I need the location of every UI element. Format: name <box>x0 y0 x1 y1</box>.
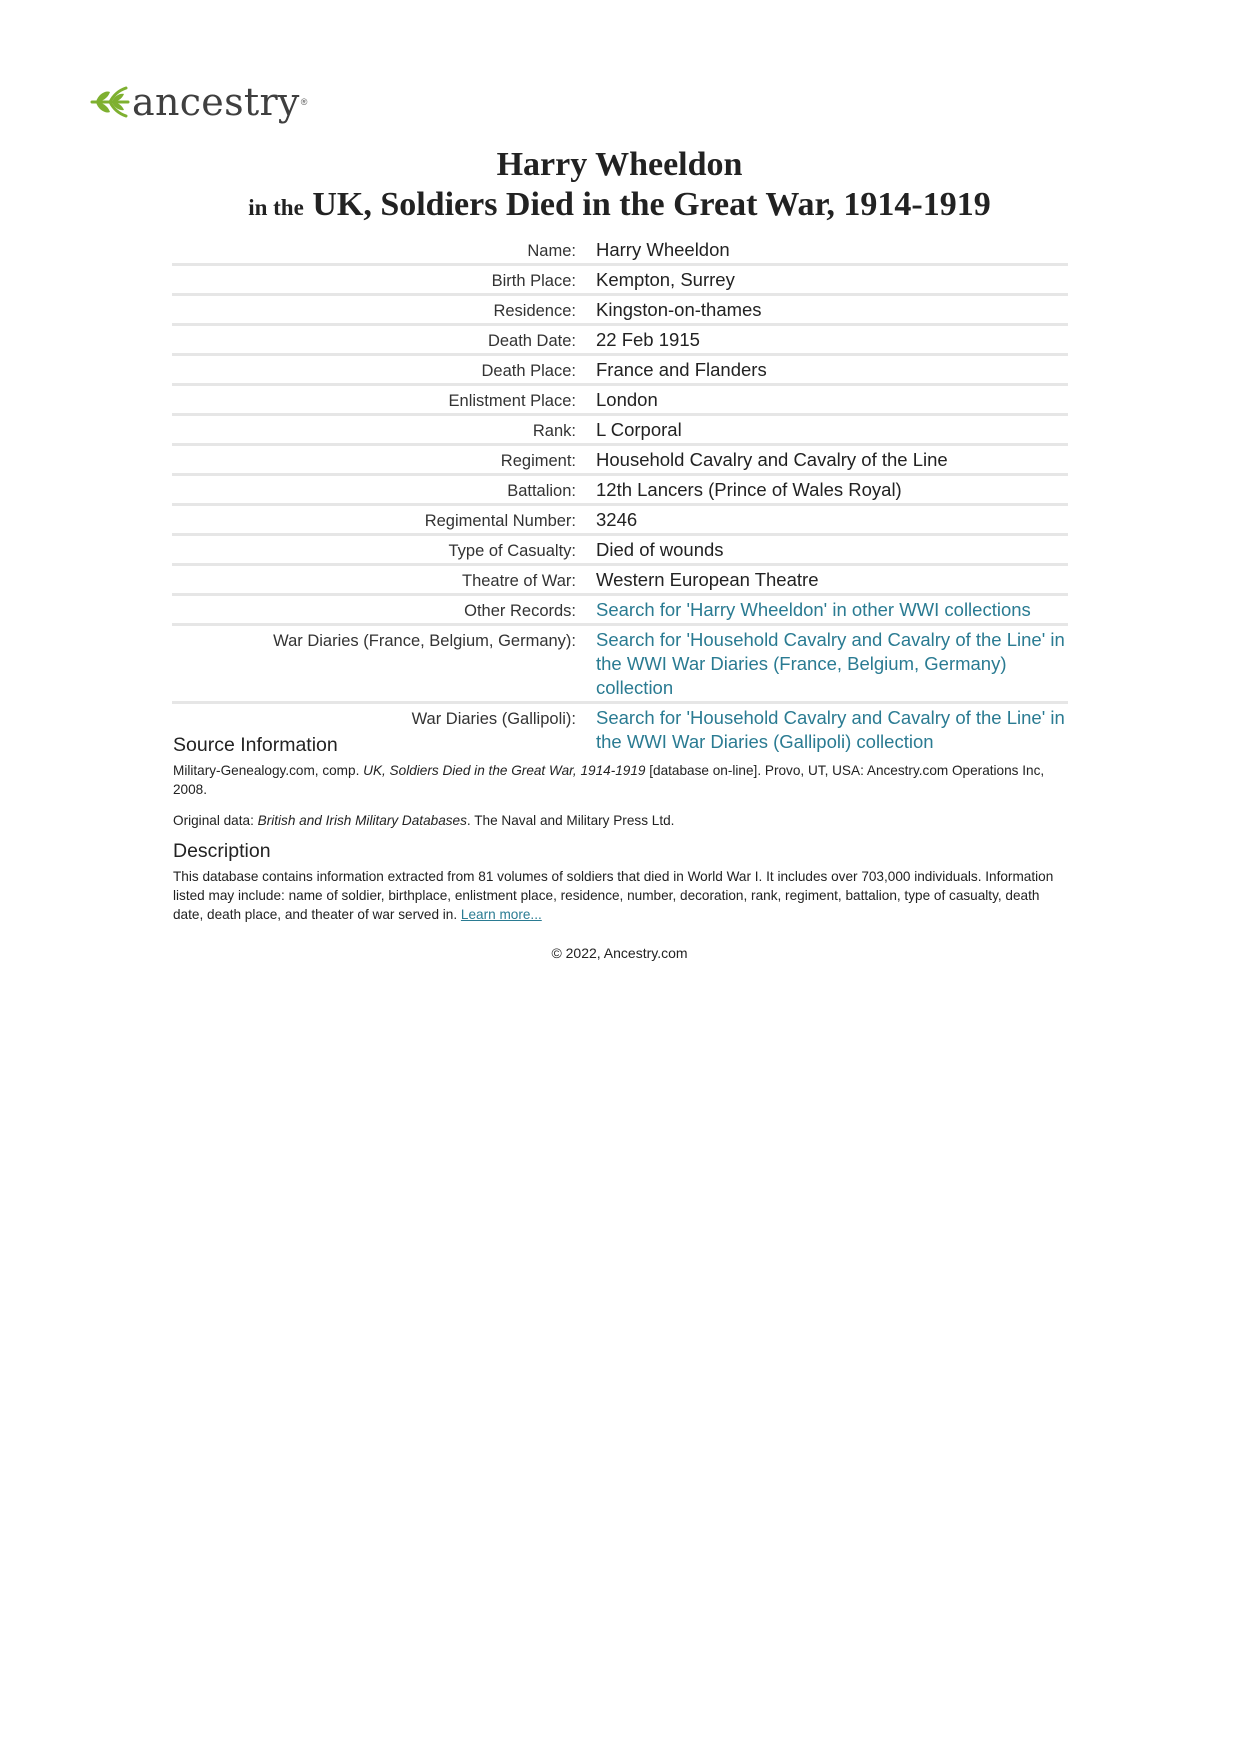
record-label: Death Place: <box>481 362 576 380</box>
record-label: War Diaries (Gallipoli): <box>411 710 576 728</box>
person-name-title: Harry Wheeldon <box>496 146 743 183</box>
record-label: Birth Place: <box>491 272 576 290</box>
leaf-sprig-icon <box>88 82 130 122</box>
search-collection-link[interactable]: Search for 'Household Cavalry and Cavalry of the Line' in the WWI War Diaries (Gallipoli) collection <box>596 707 1065 752</box>
record-label: Type of Casualty: <box>448 542 576 560</box>
record-row <box>172 355 1068 385</box>
record-value: 12th Lancers (Prince of Wales Royal) <box>596 479 902 500</box>
record-label: Theatre of War: <box>461 572 576 590</box>
record-row <box>172 236 1068 265</box>
record-row <box>172 595 1068 625</box>
record-row <box>172 535 1068 565</box>
record-label: Residence: <box>493 302 576 320</box>
source-information-section <box>173 734 1069 830</box>
record-label: War Diaries (France, Belgium, Germany): <box>273 632 576 650</box>
record-row <box>172 415 1068 445</box>
description-heading: Description <box>173 840 271 862</box>
record-row <box>172 505 1068 535</box>
ancestry-logo <box>88 82 307 122</box>
original-title: British and Irish Military Databases <box>257 813 467 828</box>
record-value: Died of wounds <box>596 539 724 560</box>
record-value: Kempton, Surrey <box>596 269 735 290</box>
collection-title-name: UK, Soldiers Died in the Great War, 1914-1919 <box>312 186 991 223</box>
record-value: Harry Wheeldon <box>596 239 730 260</box>
original-data-note <box>173 811 1069 830</box>
collection-title-prefix: in the <box>248 195 304 220</box>
record-details-table <box>172 236 1068 755</box>
record-value: 3246 <box>596 509 638 530</box>
record-row <box>172 475 1068 505</box>
record-label: Regimental Number: <box>424 512 576 530</box>
description-section <box>173 840 1069 924</box>
citation-prefix: Military-Genealogy.com, comp. <box>173 763 364 778</box>
record-value: 22 Feb 1915 <box>596 329 700 350</box>
search-collection-link[interactable]: Search for 'Household Cavalry and Cavalry of the Line' in the WWI War Diaries (France, Belgium, Germany) collection <box>596 629 1065 698</box>
record-row <box>172 445 1068 475</box>
brand-wordmark: ancestry <box>132 80 300 124</box>
record-value: Household Cavalry and Cavalry of the Line <box>596 449 948 470</box>
record-value: L Corporal <box>596 419 682 440</box>
record-row <box>172 625 1068 703</box>
record-row <box>172 265 1068 295</box>
record-value <box>596 595 1068 625</box>
search-collection-link[interactable]: Search for 'Harry Wheeldon' in other WWI collections <box>596 599 1031 620</box>
collection-title <box>0 186 1239 224</box>
record-label: Other Records: <box>464 602 576 620</box>
record-label: Regiment: <box>500 452 576 470</box>
record-label: Enlistment Place: <box>448 392 576 410</box>
source-citation <box>173 761 1069 799</box>
record-value: Western European Theatre <box>596 569 819 590</box>
record-value: London <box>596 389 658 410</box>
original-suffix: . The Naval and Military Press Ltd. <box>466 813 675 828</box>
record-value: France and Flanders <box>596 359 767 380</box>
record-value <box>596 625 1068 703</box>
citation-title: UK, Soldiers Died in the Great War, 1914-1919 <box>363 763 646 778</box>
record-row <box>172 565 1068 595</box>
trademark-mark: ® <box>300 97 308 107</box>
copyright-notice: © 2022, Ancestry.com <box>551 945 688 961</box>
source-information-heading: Source Information <box>173 734 338 756</box>
record-row <box>172 295 1068 325</box>
record-label: Battalion: <box>507 482 576 500</box>
record-row <box>172 325 1068 355</box>
record-value: Kingston-on-thames <box>596 299 762 320</box>
record-label: Rank: <box>532 422 576 440</box>
record-label: Name: <box>527 242 576 260</box>
citation-suffix: [database on-line]. Provo, UT, USA: Ancestry.com Operations Inc, 2008. <box>173 763 1045 797</box>
description-text <box>173 867 1069 924</box>
description-body: This database contains information extracted from 81 volumes of soldiers that died in World War I. It includes over 703,000 individuals. Information listed may include: name of soldier, birthplace, enlistment place, residence, number, decoration, rank, regiment, battalion, type of casualty, death date, death place, and theater of war served in. <box>173 869 1054 922</box>
original-prefix: Original data: <box>173 813 258 828</box>
learn-more-link[interactable]: Learn more... <box>460 907 542 922</box>
record-row <box>172 385 1068 415</box>
record-label: Death Date: <box>487 332 576 350</box>
